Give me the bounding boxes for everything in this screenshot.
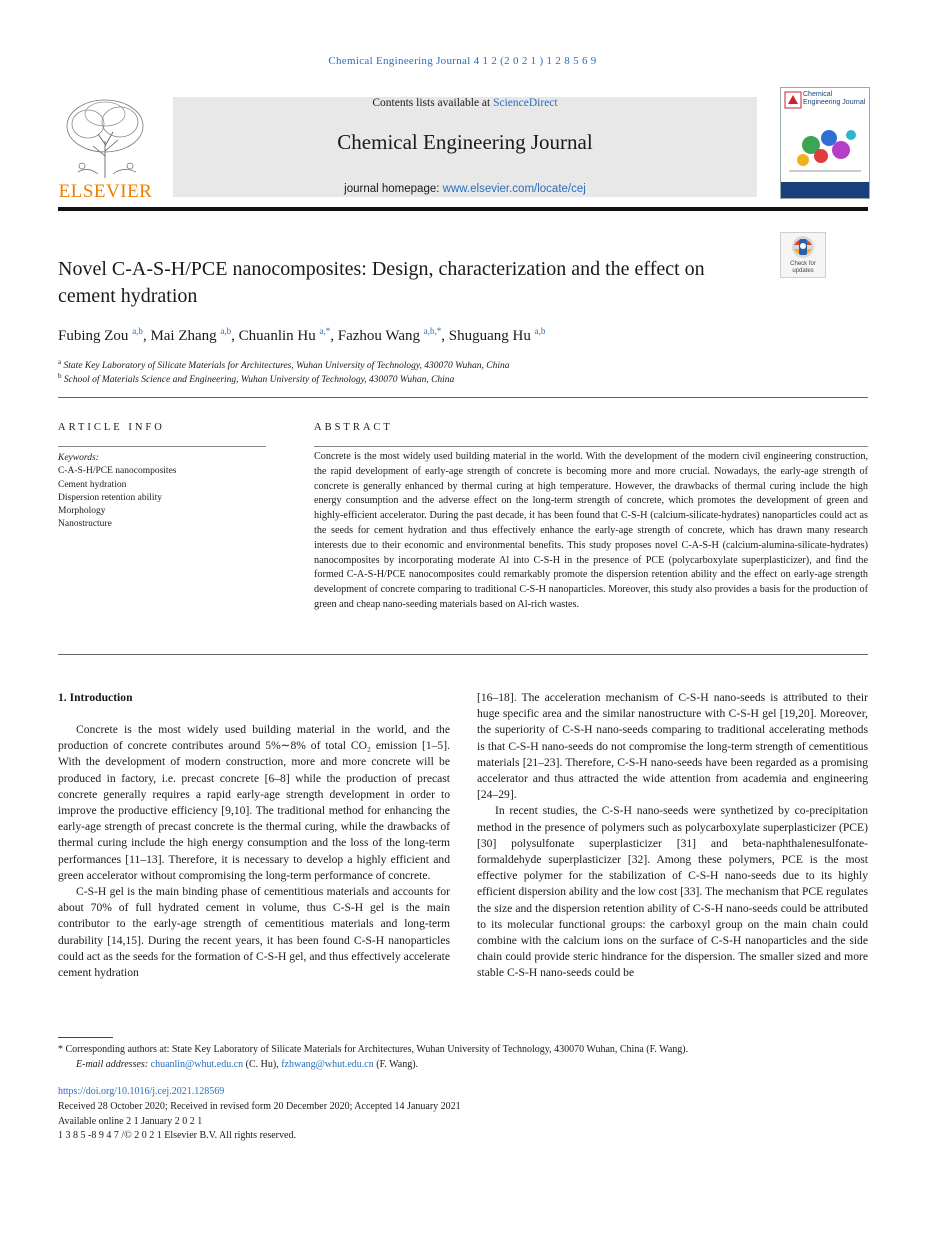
available-online: Available online 2 1 January 2 0 2 1 <box>58 1115 203 1127</box>
affiliation-a <box>58 358 510 371</box>
footnotes <box>58 1043 868 1072</box>
affiliation-divider <box>58 397 868 398</box>
author-name[interactable]: Shuguang Hu <box>448 328 531 344</box>
corresponding-author-note: * Corresponding authors at: State Key Laboratory of Silicate Materials for Architectures, Wuhan University of Technology, 430070 Wuhan, China (F. Wang). <box>58 1044 689 1055</box>
affiliation-mark: b <box>58 372 62 380</box>
keyword-item: Dispersion retention ability <box>58 492 162 503</box>
affiliation-mark: a <box>58 358 62 366</box>
keywords-label: Keywords: <box>58 453 99 463</box>
abstract-body: Concrete is the most widely used building material in the world. With the development of the modern civil engineering construction, the rapid development of early-age strength of concrete is becoming more and more crucial. Nowadays, the early-age strength of concrete is generally enhanced by thermal curing at high temperature. However, the drawbacks of thermal curing include the high energy consumption and the adverse effect on the long-term strength of concrete, which promotes the development of green and highly-efficient accelerator. During the past decade, it has been found that C-S-H (calcium-silicate-hydrates) nanoparticles could act as the seeds for cement hydration and thus effectively enhance the early-age strength of concrete, which has drawn many research interests due to their economic and environmental benefits. This study proposes novel C-A-S-H (calcium-alumina-silicate-hydrates) nanocomposites by incorporating moderate Al into C-S-H in the presence of PCE (polycarboxylate superplasticizer), and find the formed C-A-S-H/PCE nanocomposites could remarkably promote the dispersion retention ability and the effect on early-age strength development of concrete comparing to traditional C-S-H nanoparticles. Moreover, this study also provides a basis for the production of green and cheap nano-seeding materials based on Al-rich wastes. <box>314 451 868 610</box>
journal-title: Chemical Engineering Journal <box>337 130 593 154</box>
publication-info <box>58 1085 868 1144</box>
keyword-item: Morphology <box>58 506 106 517</box>
contents-available-line <box>173 97 757 109</box>
article-title: Novel C-A-S-H/PCE nanocomposites: Design, characterization and the effect on cement hydration <box>58 258 705 307</box>
body-right-column <box>477 690 868 982</box>
cover-logo-icon <box>784 91 802 109</box>
check-for-updates-badge[interactable] <box>780 232 826 278</box>
homepage-prefix: journal homepage: <box>344 183 443 195</box>
cover-title: Chemical Engineering Journal <box>803 91 866 106</box>
homepage-link[interactable]: www.elsevier.com/locate/cej <box>442 183 586 195</box>
contents-prefix: Contents lists available at <box>372 97 494 109</box>
email-label: E-mail addresses: <box>76 1058 149 1070</box>
header-divider <box>58 207 868 211</box>
body-paragraph: [16–18]. The acceleration mechanism of C-S-H nano-seeds is attributed to their huge specific area and the similar nanostructure with C-S-H gel [19,20]. Moreover, the superiority of C-S-H nano-seeds comparing to traditional accelerating methods is that C-S-H nano-seeds do not compromise the long-term strength of cementitious materials [21–23]. Therefore, C-S-H nano-seeds have been regarded as a promising accelerator and thus attracted the wide attention from academia and engineering [24–29]. <box>477 691 868 802</box>
affiliation-text: State Key Laboratory of Silicate Materials for Architectures, Wuhan University of Technology, 430070 Wuhan, China <box>63 361 510 372</box>
article-info-heading: ARTICLE INFO <box>58 422 165 433</box>
body-paragraph: Concrete is the most widely used building material in the world, and the production of concrete contributes around 5%∼8% of total CO₂ emission [1–5]. With the development of modern construction, more and more concrete will be produced in factory, i.e. precast concrete [6–8] while the production of precast concrete generally requires a rapid early-age strength development in order to improve the productive efficiency [9,10]. The traditional method for enhancing the early-age strength of precast concrete is the thermal curing, while the drawbacks of thermal curing include the high energy consumption and the loss of the long-term performances [11–13]. Therefore, it is necessary to develop a highly efficient and green accelerator without compromising the long-term performance of concrete. <box>58 723 450 882</box>
cover-graphic <box>781 120 869 180</box>
body-paragraph: In recent studies, the C-S-H nano-seeds were synthetized by co-precipitation method in the presence of polymers such as polycarboxylate superplasticizer (PCE) [30] polysulfonate superplasticizer [31] and beta-naphthalenesulfonate-formaldehyde superplasticizer [32]. Among these polymers, PCE is the most effective polymer for the stabilization of C-S-H nano-seeds due to its highly efficient dispersion ability and the low cost [33]. The mechanism that PCE regulates the size and the dispersion retention ability of C-S-H nano-seeds could be attributed to its molecular functional groups: the carboxyl group on the main chain could combine with the calcium ions on the surface of C-S-H nanoparticles and the side chain could provide steric hindrance for the dispersion. The smaller sized and more stable C-S-H nano-seeds could be <box>477 804 868 980</box>
abstract-rule <box>314 446 868 447</box>
author-affiliation-mark[interactable]: a,b <box>220 326 232 336</box>
author-name[interactable]: Mai Zhang <box>150 328 217 344</box>
section-heading-introduction: 1. Introduction <box>58 691 133 704</box>
author-name[interactable]: Fubing Zou <box>58 328 129 344</box>
keywords-block <box>58 452 278 532</box>
author-affiliation-mark[interactable]: a,b <box>132 326 143 336</box>
footnote-divider <box>58 1037 113 1038</box>
email-owner: (C. Hu), <box>243 1058 282 1070</box>
crossmark-icon <box>781 233 825 263</box>
journal-cover-thumbnail[interactable] <box>780 87 870 199</box>
abstract-heading: ABSTRACT <box>314 422 393 433</box>
affiliation-b <box>58 372 454 385</box>
cover-footer-band <box>781 182 869 198</box>
body-left-column <box>58 722 450 981</box>
doi-link[interactable]: https://doi.org/10.1016/j.cej.2021.128569 <box>58 1086 225 1097</box>
keyword-item: C-A-S-H/PCE nanocomposites <box>58 466 177 477</box>
author-affiliation-mark[interactable]: a,* <box>319 326 331 336</box>
sciencedirect-link[interactable]: ScienceDirect <box>493 97 558 109</box>
keyword-item: Cement hydration <box>58 479 127 490</box>
copyright-notice: 1 3 8 5 -8 9 4 7 /© 2 0 2 1 Elsevier B.V. All rights reserved. <box>58 1130 296 1142</box>
journal-homepage-line <box>173 183 757 195</box>
body-paragraph: C-S-H gel is the main binding phase of cementitious materials and accounts for about 70% of full hydrated cement in volume, thus C-S-H gel is the main contributor to the early-age strength of cementitious materials and long-term durability [14,15]. During the recent years, it has been found C-S-H nanoparticles could act as the seeds for the formation of C-S-H gel, and thus effectively accelerate cement hydration <box>58 885 450 980</box>
author-list: Fubing Zou $^{a,b}$, Mai Zhang $^{a,b}$, Chuanlin Hu $^{a,*}$, Fazhou Wang $^{a,b,*}$, Shuguang Hu $^{a,b}$ <box>58 326 546 344</box>
author-name[interactable]: Chuanlin Hu <box>238 328 316 344</box>
email-addresses <box>58 1058 868 1073</box>
publisher-name: ELSEVIER <box>58 181 153 202</box>
email-link[interactable]: fzhwang@whut.edu.cn <box>281 1058 374 1070</box>
affiliation-text: School of Materials Science and Engineering, Wuhan University of Technology, 430070 Wuhan, China <box>63 375 455 386</box>
keyword-item: Nanostructure <box>58 519 112 530</box>
email-owner: (F. Wang). <box>373 1058 419 1070</box>
abstract-divider <box>58 654 868 655</box>
crossmark-label: Check for updates <box>790 261 816 274</box>
email-link[interactable]: chuanlin@whut.edu.cn <box>150 1058 244 1070</box>
author-affiliation-mark[interactable]: a,b,* <box>423 326 442 336</box>
journal-reference[interactable]: Chemical Engineering Journal 4 1 2 (2 0 2 1 ) 1 2 8 5 6 9 <box>328 55 597 67</box>
author-affiliation-mark[interactable]: a,b <box>534 326 546 336</box>
article-info-rule <box>58 446 266 447</box>
author-name[interactable]: Fazhou Wang <box>337 328 421 344</box>
received-dates: Received 28 October 2020; Received in revised form 20 December 2020; Accepted 14 January 2021 <box>58 1100 461 1112</box>
